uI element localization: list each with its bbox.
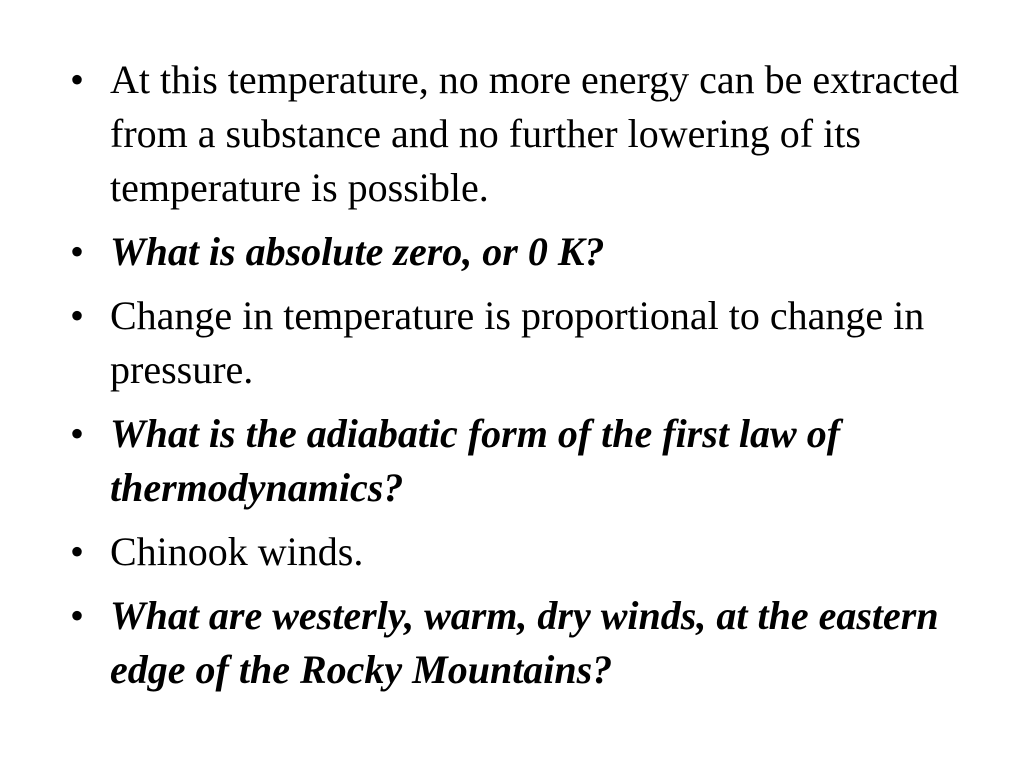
bullet-icon: • [70, 593, 85, 638]
bullet-icon: • [70, 411, 85, 456]
bullet-item-clue-adiabatic [70, 289, 970, 397]
bullet-text: What are westerly, warm, dry winds, at the eastern edge of the Rocky Mountains? [110, 593, 939, 692]
bullet-item-clue-chinook [70, 525, 970, 579]
bullet-text: What is the adiabatic form of the first law of thermodynamics? [110, 411, 841, 510]
bullet-item-answer-adiabatic [70, 407, 970, 515]
bullet-icon: • [70, 293, 85, 338]
bullet-text: Chinook winds. [110, 529, 364, 574]
bullet-icon: • [70, 229, 85, 274]
bullet-text: At this temperature, no more energy can be extracted from a substance and no further lowering of its temperature is possible. [110, 57, 959, 210]
bullet-item-answer-chinook [70, 589, 970, 697]
bullet-item-answer-absolute-zero [70, 225, 970, 279]
bullet-item-clue-absolute-zero [70, 53, 970, 215]
bullet-icon: • [70, 57, 85, 102]
bullet-text: Change in temperature is proportional to change in pressure. [110, 293, 925, 392]
bullet-icon: • [70, 529, 85, 574]
bullet-text: What is absolute zero, or 0 K? [110, 229, 605, 274]
bullet-list [70, 53, 970, 707]
